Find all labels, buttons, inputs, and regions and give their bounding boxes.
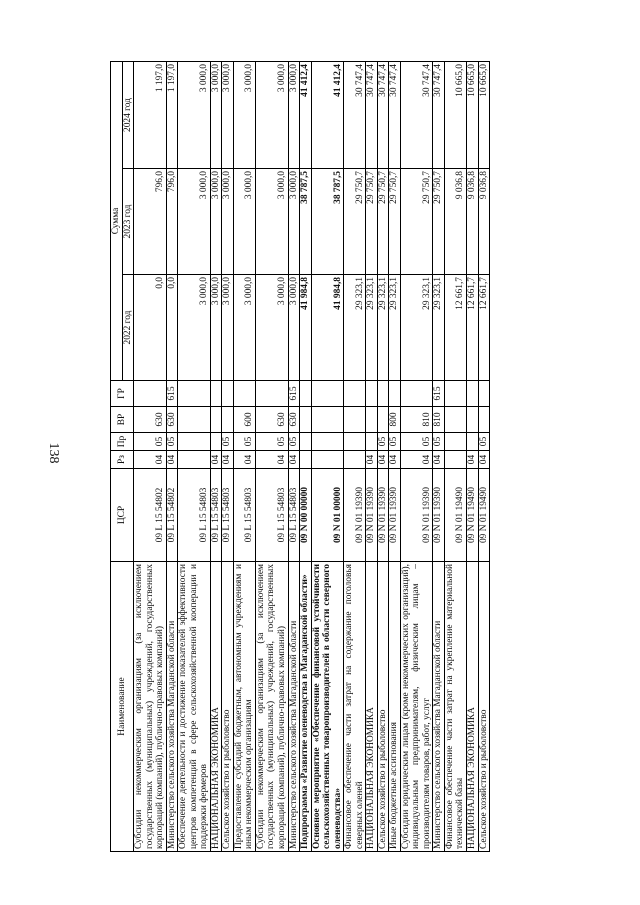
cell-csr: 09 N 01 19490 bbox=[444, 469, 466, 562]
cell-2023: 29 750,7 bbox=[366, 169, 378, 275]
cell-2023: 3 000,0 bbox=[288, 169, 300, 275]
cell-2022: 12 661,7 bbox=[478, 275, 490, 381]
cell-2023: 38 787,5 bbox=[300, 169, 312, 275]
cell-pr bbox=[444, 433, 466, 451]
cell-gr bbox=[478, 381, 490, 407]
cell-2022: 12 661,7 bbox=[444, 275, 466, 381]
cell-name: Министерство сельского хозяйства Магаданской области bbox=[166, 562, 178, 852]
cell-2022: 29 323,1 bbox=[366, 275, 378, 381]
cell-gr: 615 bbox=[288, 381, 300, 407]
cell-pr: 05 bbox=[255, 433, 288, 451]
cell-csr: 09 N 01 00000 bbox=[311, 469, 344, 562]
cell-2024: 10 665,0 bbox=[444, 62, 466, 169]
cell-2022: 41 984,8 bbox=[311, 275, 344, 381]
cell-2024: 30 747,4 bbox=[433, 62, 445, 169]
cell-2023: 9 036,8 bbox=[467, 169, 479, 275]
table-row bbox=[478, 62, 490, 852]
cell-2022: 29 323,1 bbox=[344, 275, 366, 381]
cell-csr: 09 N 01 19390 bbox=[400, 469, 433, 562]
cell-vr bbox=[478, 407, 490, 433]
cell-csr: 09 N 01 19390 bbox=[366, 469, 378, 562]
cell-name: Министерство сельского хозяйства Магаданской области bbox=[288, 562, 300, 852]
cell-pr bbox=[344, 433, 366, 451]
cell-name: Обеспечение деятельности и достижение показателей эффективности центров компетенций в сфере сельскохозяйственной кооперации и поддержки фермеров bbox=[178, 562, 211, 852]
cell-vr bbox=[344, 407, 366, 433]
cell-2024: 30 747,4 bbox=[377, 62, 389, 169]
table-row bbox=[377, 62, 389, 852]
table-row bbox=[233, 62, 255, 852]
cell-csr: 09 N 01 19390 bbox=[433, 469, 445, 562]
cell-rz bbox=[311, 451, 344, 469]
table-row bbox=[288, 62, 300, 852]
table-row bbox=[344, 62, 366, 852]
header-vr: ВР bbox=[111, 407, 134, 433]
cell-name: Сельское хозяйство и рыболовство bbox=[478, 562, 490, 852]
cell-gr: 615 bbox=[433, 381, 445, 407]
cell-gr bbox=[300, 381, 312, 407]
cell-pr: 05 bbox=[222, 433, 234, 451]
cell-name: Сельское хозяйство и рыболовство bbox=[377, 562, 389, 852]
cell-rz bbox=[444, 451, 466, 469]
cell-vr: 810 bbox=[433, 407, 445, 433]
cell-vr bbox=[300, 407, 312, 433]
cell-2022: 0,0 bbox=[166, 275, 178, 381]
cell-vr bbox=[178, 407, 211, 433]
header-2022: 2022 год bbox=[122, 275, 134, 381]
cell-pr bbox=[178, 433, 211, 451]
cell-2023: 29 750,7 bbox=[344, 169, 366, 275]
cell-rz bbox=[178, 451, 211, 469]
cell-2024: 3 000,0 bbox=[288, 62, 300, 169]
cell-pr: 05 bbox=[134, 433, 167, 451]
cell-rz: 04 bbox=[288, 451, 300, 469]
header-rz: Рз bbox=[111, 451, 134, 469]
cell-gr bbox=[255, 381, 288, 407]
cell-name: Сельское хозяйство и рыболовство bbox=[222, 562, 234, 852]
cell-pr: 05 bbox=[288, 433, 300, 451]
cell-vr bbox=[377, 407, 389, 433]
cell-pr: 05 bbox=[233, 433, 255, 451]
cell-rz bbox=[344, 451, 366, 469]
cell-2022: 3 000,0 bbox=[178, 275, 211, 381]
cell-vr: 630 bbox=[288, 407, 300, 433]
cell-rz: 04 bbox=[467, 451, 479, 469]
cell-csr: 09 N 01 19490 bbox=[467, 469, 479, 562]
cell-name: Финансовое обеспечение части затрат на содержание поголовья северных оленей bbox=[344, 562, 366, 852]
cell-2022: 3 000,0 bbox=[233, 275, 255, 381]
cell-csr: 09 L 15 54803 bbox=[233, 469, 255, 562]
cell-rz: 04 bbox=[400, 451, 433, 469]
cell-2024: 41 412,4 bbox=[300, 62, 312, 169]
cell-name: Субсидии некоммерческим организациям (за исключением государственных (муниципальных) учреждений, государственных корпораций (компаний), публично-правовых компаний) bbox=[134, 562, 167, 852]
cell-2022: 3 000,0 bbox=[210, 275, 222, 381]
header-gr: ГР bbox=[111, 381, 134, 407]
table-row bbox=[400, 62, 433, 852]
cell-pr: 05 bbox=[400, 433, 433, 451]
cell-2024: 10 665,0 bbox=[478, 62, 490, 169]
table-row bbox=[166, 62, 178, 852]
header-sum: Сумма bbox=[111, 62, 123, 381]
table-row bbox=[433, 62, 445, 852]
cell-vr: 800 bbox=[389, 407, 401, 433]
header-name: Наименование bbox=[111, 562, 134, 852]
cell-2023: 3 000,0 bbox=[222, 169, 234, 275]
cell-2024: 3 000,0 bbox=[222, 62, 234, 169]
cell-vr bbox=[467, 407, 479, 433]
cell-name: НАЦИОНАЛЬНАЯ ЭКОНОМИКА bbox=[366, 562, 378, 852]
cell-2022: 0,0 bbox=[134, 275, 167, 381]
cell-rz: 04 bbox=[233, 451, 255, 469]
cell-csr: 09 L 15 54802 bbox=[166, 469, 178, 562]
cell-2023: 3 000,0 bbox=[210, 169, 222, 275]
table-row bbox=[444, 62, 466, 852]
cell-vr bbox=[222, 407, 234, 433]
cell-2023: 3 000,0 bbox=[178, 169, 211, 275]
cell-gr bbox=[311, 381, 344, 407]
cell-csr: 09 L 15 54803 bbox=[288, 469, 300, 562]
cell-2022: 3 000,0 bbox=[255, 275, 288, 381]
cell-2024: 3 000,0 bbox=[178, 62, 211, 169]
cell-rz: 04 bbox=[433, 451, 445, 469]
table-row bbox=[178, 62, 211, 852]
cell-pr bbox=[210, 433, 222, 451]
cell-name: Иные бюджетные ассигнования bbox=[389, 562, 401, 852]
cell-2024: 3 000,0 bbox=[233, 62, 255, 169]
cell-name: Подпрограмма «Развитие оленеводства в Магаданской области» bbox=[300, 562, 312, 852]
cell-vr bbox=[210, 407, 222, 433]
cell-2024: 1 197,0 bbox=[134, 62, 167, 169]
cell-csr: 09 N 01 19390 bbox=[377, 469, 389, 562]
cell-csr: 09 N 01 19490 bbox=[478, 469, 490, 562]
cell-pr: 05 bbox=[478, 433, 490, 451]
cell-name: Министерство сельского хозяйства Магаданской области bbox=[433, 562, 445, 852]
cell-rz: 04 bbox=[377, 451, 389, 469]
table-row bbox=[366, 62, 378, 852]
cell-gr bbox=[344, 381, 366, 407]
cell-gr bbox=[178, 381, 211, 407]
cell-rz: 04 bbox=[134, 451, 167, 469]
cell-rz: 04 bbox=[255, 451, 288, 469]
cell-2022: 12 661,7 bbox=[467, 275, 479, 381]
cell-2024: 41 412,4 bbox=[311, 62, 344, 169]
cell-csr: 09 N 00 00000 bbox=[300, 469, 312, 562]
table-body bbox=[134, 62, 490, 852]
budget-table bbox=[110, 61, 490, 852]
cell-2022: 29 323,1 bbox=[433, 275, 445, 381]
cell-2023: 29 750,7 bbox=[400, 169, 433, 275]
cell-csr: 09 L 15 54803 bbox=[222, 469, 234, 562]
table-row bbox=[255, 62, 288, 852]
cell-gr bbox=[134, 381, 167, 407]
table-row bbox=[389, 62, 401, 852]
cell-2023: 9 036,8 bbox=[478, 169, 490, 275]
cell-2022: 29 323,1 bbox=[389, 275, 401, 381]
cell-gr bbox=[377, 381, 389, 407]
cell-vr: 810 bbox=[400, 407, 433, 433]
cell-vr bbox=[366, 407, 378, 433]
cell-gr bbox=[467, 381, 479, 407]
cell-2023: 29 750,7 bbox=[433, 169, 445, 275]
cell-pr bbox=[467, 433, 479, 451]
cell-vr: 630 bbox=[134, 407, 167, 433]
cell-csr: 09 L 15 54803 bbox=[255, 469, 288, 562]
cell-name: НАЦИОНАЛЬНАЯ ЭКОНОМИКА bbox=[467, 562, 479, 852]
cell-2023: 796,0 bbox=[134, 169, 167, 275]
cell-pr: 05 bbox=[389, 433, 401, 451]
cell-pr bbox=[300, 433, 312, 451]
header-csr: ЦСР bbox=[111, 469, 134, 562]
cell-name: НАЦИОНАЛЬНАЯ ЭКОНОМИКА bbox=[210, 562, 222, 852]
cell-csr: 09 N 01 19390 bbox=[344, 469, 366, 562]
cell-2022: 3 000,0 bbox=[288, 275, 300, 381]
cell-rz: 04 bbox=[366, 451, 378, 469]
cell-rz: 04 bbox=[210, 451, 222, 469]
cell-gr bbox=[210, 381, 222, 407]
cell-2022: 41 984,8 bbox=[300, 275, 312, 381]
cell-name: Основное мероприятие «Обеспечение финансовой устойчивости сельскохозяйственных товаропроизводителей в области северного оленеводства» bbox=[311, 562, 344, 852]
cell-gr: 615 bbox=[166, 381, 178, 407]
cell-name: Субсидии юридическим лицам (кроме некоммерческих организаций), индивидуальным предпринимателям, физическим лицам – производителям товаров, работ, услуг bbox=[400, 562, 433, 852]
cell-pr bbox=[366, 433, 378, 451]
table-row bbox=[467, 62, 479, 852]
cell-csr: 09 N 01 19390 bbox=[389, 469, 401, 562]
cell-2022: 3 000,0 bbox=[222, 275, 234, 381]
table-row bbox=[222, 62, 234, 852]
header-2024: 2024 год bbox=[122, 62, 134, 169]
cell-pr: 05 bbox=[166, 433, 178, 451]
cell-2022: 29 323,1 bbox=[400, 275, 433, 381]
cell-2024: 30 747,4 bbox=[389, 62, 401, 169]
cell-name: Финансовое обеспечение части затрат на укрепление материальной технической базы bbox=[444, 562, 466, 852]
cell-2024: 30 747,4 bbox=[366, 62, 378, 169]
cell-2023: 38 787,5 bbox=[311, 169, 344, 275]
cell-rz: 04 bbox=[166, 451, 178, 469]
cell-csr: 09 L 15 54803 bbox=[210, 469, 222, 562]
cell-pr: 05 bbox=[377, 433, 389, 451]
cell-2022: 29 323,1 bbox=[377, 275, 389, 381]
cell-vr bbox=[311, 407, 344, 433]
cell-2023: 796,0 bbox=[166, 169, 178, 275]
cell-2023: 29 750,7 bbox=[389, 169, 401, 275]
cell-2024: 3 000,0 bbox=[210, 62, 222, 169]
cell-gr bbox=[366, 381, 378, 407]
cell-name: Субсидии некоммерческим организациям (за исключением государственных (муниципальных) учреждений, государственных корпораций (компаний), публично-правовых компаний) bbox=[255, 562, 288, 852]
table-row bbox=[300, 62, 312, 852]
table-header bbox=[111, 62, 134, 852]
cell-2023: 29 750,7 bbox=[377, 169, 389, 275]
cell-gr bbox=[389, 381, 401, 407]
cell-2024: 30 747,4 bbox=[400, 62, 433, 169]
cell-vr bbox=[444, 407, 466, 433]
cell-pr bbox=[311, 433, 344, 451]
cell-vr: 630 bbox=[166, 407, 178, 433]
cell-csr: 09 L 15 54803 bbox=[178, 469, 211, 562]
cell-gr bbox=[400, 381, 433, 407]
cell-gr bbox=[233, 381, 255, 407]
header-pr: Пр bbox=[111, 433, 134, 451]
cell-2024: 10 665,0 bbox=[467, 62, 479, 169]
cell-2024: 1 197,0 bbox=[166, 62, 178, 169]
cell-rz: 04 bbox=[478, 451, 490, 469]
cell-vr: 630 bbox=[255, 407, 288, 433]
cell-rz: 04 bbox=[222, 451, 234, 469]
rotated-page bbox=[110, 62, 596, 852]
table-row bbox=[311, 62, 344, 852]
cell-2023: 3 000,0 bbox=[233, 169, 255, 275]
cell-rz bbox=[300, 451, 312, 469]
cell-gr bbox=[222, 381, 234, 407]
cell-csr: 09 L 15 54802 bbox=[134, 469, 167, 562]
cell-2023: 3 000,0 bbox=[255, 169, 288, 275]
cell-pr: 05 bbox=[433, 433, 445, 451]
page-number: 138 bbox=[46, 442, 61, 464]
cell-2024: 30 747,4 bbox=[344, 62, 366, 169]
table-row bbox=[134, 62, 167, 852]
cell-vr: 600 bbox=[233, 407, 255, 433]
cell-rz: 04 bbox=[389, 451, 401, 469]
cell-gr bbox=[444, 381, 466, 407]
cell-2023: 9 036,8 bbox=[444, 169, 466, 275]
table-row bbox=[210, 62, 222, 852]
cell-2024: 3 000,0 bbox=[255, 62, 288, 169]
header-2023: 2023 год bbox=[122, 169, 134, 275]
cell-name: Предоставление субсидий бюджетным, автономным учреждениям и иным некоммерческим организациям bbox=[233, 562, 255, 852]
